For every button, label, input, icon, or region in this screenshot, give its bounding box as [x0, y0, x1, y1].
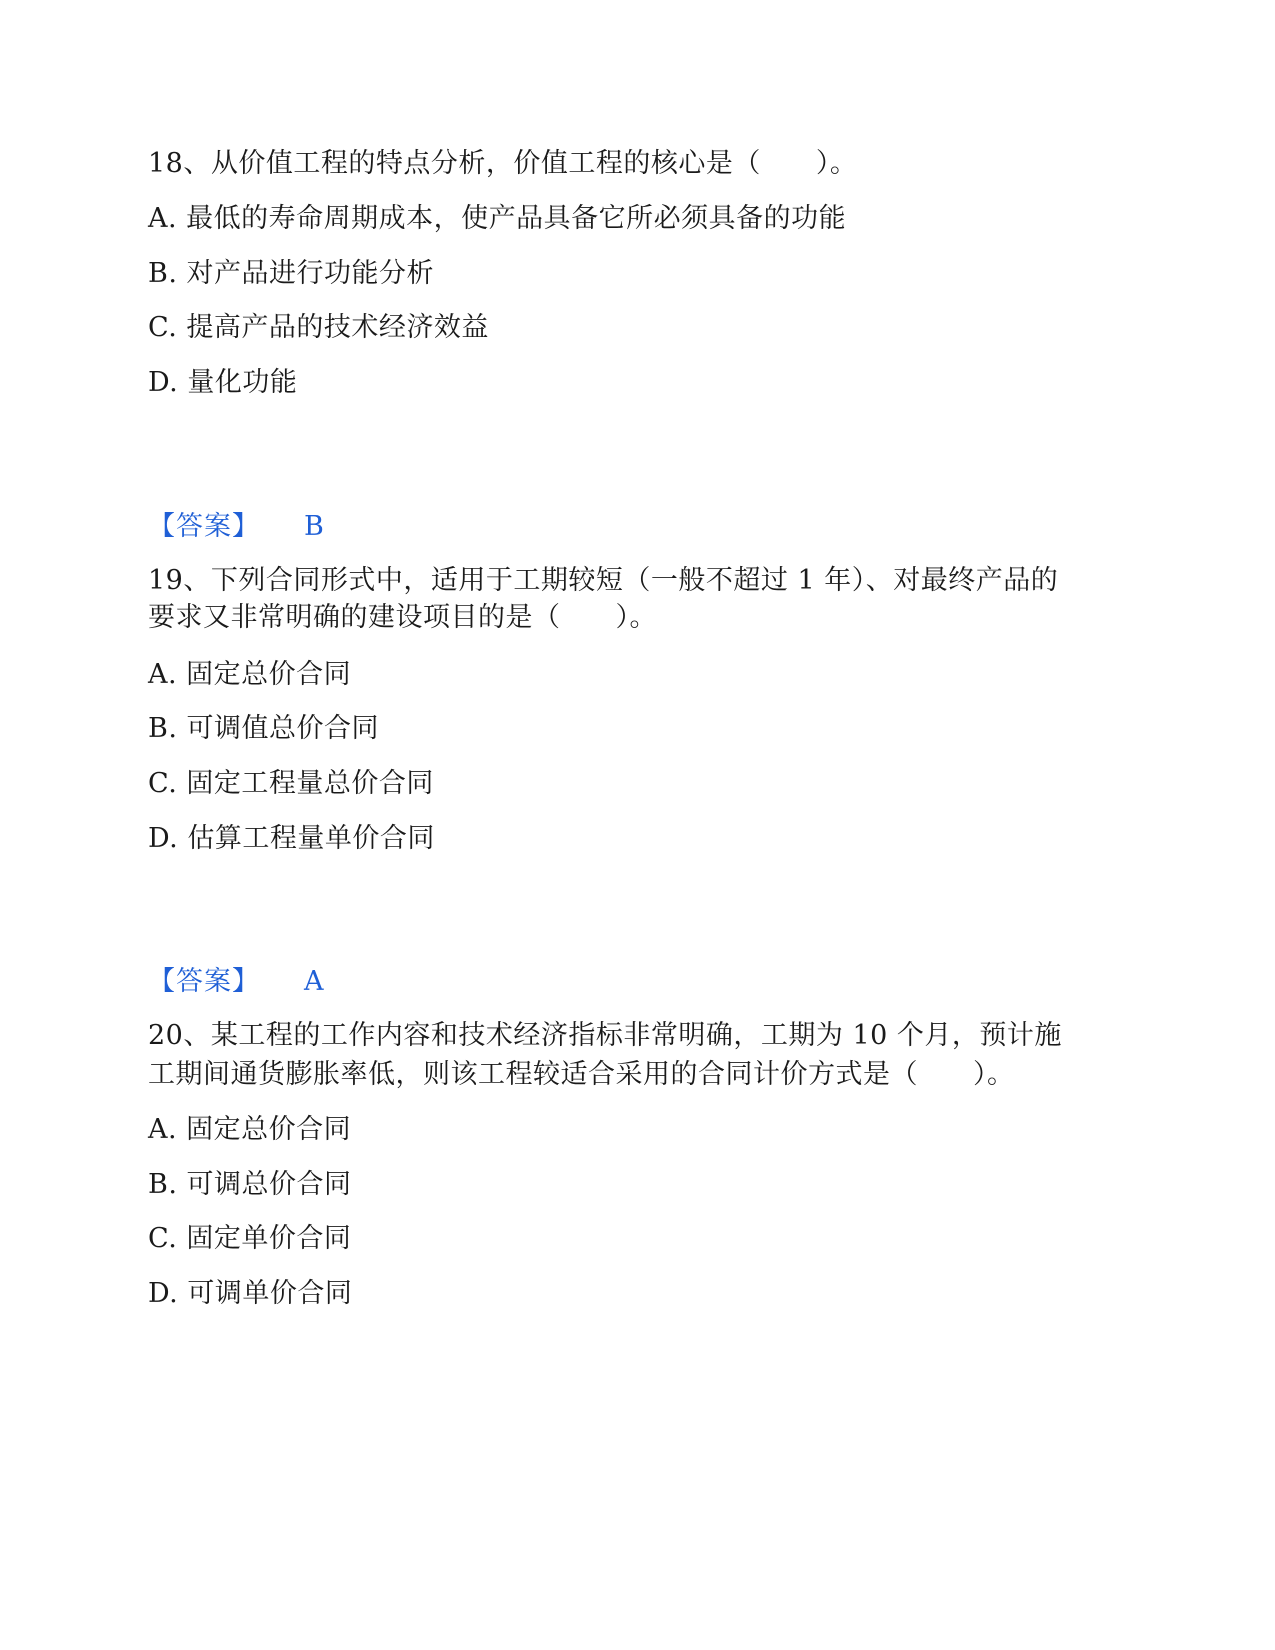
- question-20-option-d: D. 可调单价合同: [148, 1278, 353, 1309]
- answer-label: 【答案】: [148, 966, 260, 997]
- answer-label: 【答案】: [148, 511, 260, 542]
- question-18-option-d: D. 量化功能: [148, 367, 298, 398]
- question-20-stem-line-2: 工期间通货膨胀率低，则该工程较适合采用的合同计价方式是（ ）。: [148, 1059, 1015, 1090]
- question-18-stem: 18、从价值工程的特点分析，价值工程的核心是（ ）。: [148, 148, 858, 179]
- question-18-option-b: B. 对产品进行功能分析: [148, 258, 435, 289]
- question-19-option-b: B. 可调值总价合同: [148, 713, 380, 744]
- question-20-stem-line-1: 20、某工程的工作内容和技术经济指标非常明确，工期为 10 个月，预计施: [148, 1020, 1062, 1051]
- answer-value: B: [304, 511, 324, 542]
- question-19-answer: [148, 963, 324, 1001]
- question-20-option-a: A. 固定总价合同: [148, 1114, 352, 1145]
- answer-value: A: [304, 966, 324, 997]
- question-19-option-d: D. 估算工程量单价合同: [148, 823, 435, 854]
- question-19-stem-line-2: 要求又非常明确的建设项目的是（ ）。: [148, 602, 657, 633]
- question-19-stem-line-1: 19、下列合同形式中，适用于工期较短（一般不超过 1 年）、对最终产品的: [148, 565, 1059, 596]
- question-19-option-a: A. 固定总价合同: [148, 659, 352, 690]
- question-20-option-c: C. 固定单价合同: [148, 1223, 352, 1254]
- question-19-option-c: C. 固定工程量总价合同: [148, 768, 434, 799]
- question-18-option-a: A. 最低的寿命周期成本，使产品具备它所必须具备的功能: [148, 203, 847, 234]
- question-20-option-b: B. 可调总价合同: [148, 1169, 352, 1200]
- question-18-option-c: C. 提高产品的技术经济效益: [148, 312, 489, 343]
- question-18-answer: [148, 508, 324, 546]
